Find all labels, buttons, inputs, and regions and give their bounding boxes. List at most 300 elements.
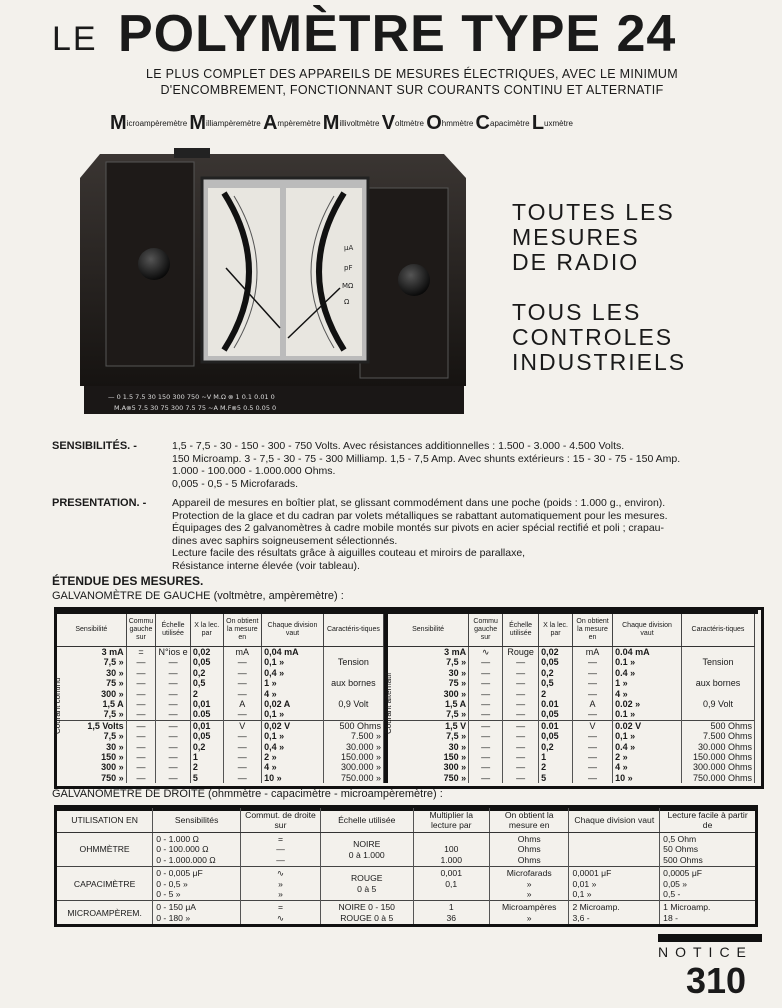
table-cell: 0,02 A — [262, 699, 324, 709]
cell-line — [572, 855, 656, 865]
unit-initial: A — [262, 112, 278, 134]
text-line: 0,005 - 0,5 - 5 Microfarads. — [172, 477, 299, 490]
table-cell — [241, 901, 321, 926]
table-cell: 0,05 — [190, 657, 223, 667]
table-cell: 4 » — [613, 762, 682, 772]
cell-line: 50 Ohms — [663, 844, 699, 855]
table-cell: 0,02 V — [262, 720, 324, 731]
unit-rest: mpèremètre — [277, 119, 321, 128]
tagline-line: INDUSTRIELS — [512, 349, 687, 375]
table-cell: 500 Ohms — [681, 720, 754, 731]
cell-line: 18 - — [663, 912, 678, 923]
current-type-label: Courant continu — [53, 677, 62, 734]
table-header-cell: Échelle utilisée — [320, 807, 413, 833]
unit-rest: illiampèremètre — [206, 119, 261, 128]
text-line: Équipages des 2 galvanomètres à cadre mobile montés sur pivots en acier spécial rectifié et poli ; crapau- — [172, 522, 665, 535]
characteristics-cell: aux bornes — [323, 678, 383, 688]
left-table-bar — [54, 607, 758, 614]
table-cell: — — [503, 709, 539, 720]
text-line: Lecture facile des résultats grâce à aiguilles couteau et miroirs de parallaxe, — [172, 547, 526, 560]
table-row — [56, 833, 757, 867]
table-cell: 0,2 — [190, 668, 223, 678]
unit-rest: oltmètre — [395, 119, 424, 128]
text-line: 1.000 - 100.000 - 1.000.000 Ohms. — [172, 465, 336, 478]
notice-number: 310 — [686, 960, 747, 1001]
table-row — [388, 720, 755, 731]
table-cell: — — [126, 773, 156, 783]
table-cell: — — [573, 657, 613, 667]
cell-line: » — [526, 889, 532, 900]
table-cell: 1,5 A — [388, 699, 469, 709]
table-cell: — — [573, 752, 613, 762]
unit-item — [475, 112, 532, 134]
cell-line: » — [278, 889, 283, 900]
table-cell: 4 » — [262, 762, 324, 772]
cell-line: » — [526, 878, 532, 889]
table-cell: 300 » — [388, 689, 469, 699]
right-knob-icon — [398, 264, 430, 296]
table-cell: — — [469, 720, 503, 731]
table-cell: — — [223, 668, 262, 678]
characteristics-cell — [323, 689, 383, 699]
table-cell: Rouge — [503, 647, 539, 658]
sensibilites-label: SENSIBILITÉS. - — [52, 440, 137, 452]
table-cell: 300 » — [57, 689, 126, 699]
table-cell: — — [223, 678, 262, 688]
table-cell: 30 » — [388, 742, 469, 752]
table-cell: 0,2 — [539, 668, 573, 678]
table-row — [57, 668, 384, 678]
presentation-label: PRESENTATION. - — [52, 497, 147, 509]
table-cell: — — [469, 678, 503, 688]
table-header-cell: Sensibilité — [388, 614, 469, 647]
cell-line — [417, 834, 486, 844]
cell-line: NOIRE 0 - 150 — [338, 902, 395, 913]
table-cell: 0,05 — [190, 731, 223, 741]
table-cell: 30 » — [57, 742, 126, 752]
table-cell — [660, 833, 757, 867]
unit-item — [110, 112, 189, 134]
cell-line: 0,5 Ohm — [663, 834, 697, 844]
table-row — [57, 699, 384, 709]
cell-line: 0 - 5 » — [156, 889, 181, 900]
cell-line: 1 Microamp. — [663, 902, 711, 913]
dial-label-ua: μA — [344, 244, 354, 252]
current-type-label: Courant alternatif — [384, 672, 393, 734]
unit-rest: uxmètre — [544, 119, 573, 128]
table-cell: — — [223, 762, 262, 772]
table-cell: — — [503, 742, 539, 752]
tagline-line: TOUTES LES — [512, 199, 675, 225]
table-cell: — — [223, 773, 262, 783]
table-cell: 0.05 — [190, 709, 223, 720]
table-cell: 0,01 — [190, 720, 223, 731]
table-cell: — — [156, 720, 191, 731]
table-row — [57, 731, 384, 741]
table-cell: 0,5 — [539, 678, 573, 688]
cell-line: ROUGE — [350, 873, 383, 884]
unit-initial: M — [110, 112, 127, 134]
cell-line: Microfarads — [506, 868, 552, 879]
table-header-row — [57, 614, 384, 647]
table-row — [56, 867, 757, 901]
table-cell: A — [573, 699, 613, 709]
table-cell: 0.4 » — [613, 742, 682, 752]
table-cell — [413, 867, 489, 901]
table-cell: V — [573, 720, 613, 731]
table-continu — [53, 614, 384, 783]
title-prefix: LE — [52, 20, 98, 58]
table-cell: 0,4 » — [262, 668, 324, 678]
table-cell — [320, 867, 413, 901]
table-cell — [241, 867, 321, 901]
characteristics-cell — [681, 668, 754, 678]
table-cell: 150.000 Ohms — [681, 752, 754, 762]
table-header-cell: Sensibilité — [57, 614, 126, 647]
table-row — [388, 762, 755, 772]
table-header-cell: Caractéris-tiques — [681, 614, 754, 647]
cell-line: Microampères — [501, 902, 557, 913]
table-cell: — — [156, 699, 191, 709]
table-cell: 75 » — [388, 678, 469, 688]
table-cell: — — [223, 742, 262, 752]
table-header-cell: Multiplier la lecture par — [413, 807, 489, 833]
table-cell: 7,5 » — [388, 709, 469, 720]
table-cell: — — [573, 709, 613, 720]
galv-droite-table — [54, 805, 758, 927]
cell-line: 0,1 » — [572, 889, 592, 900]
galv-gauche-title: GALVANOMÈTRE DE GAUCHE (voltmètre, ampèremètre) : — [52, 590, 344, 602]
table-cell: 750 » — [57, 773, 126, 783]
table-cell: — — [156, 678, 191, 688]
table-cell: = — [126, 647, 156, 658]
dial-label-ohm: Ω — [344, 298, 350, 306]
table-row — [388, 752, 755, 762]
table-cell: — — [156, 773, 191, 783]
characteristics-cell — [681, 709, 754, 720]
units-list — [110, 112, 710, 135]
table-cell: A — [223, 699, 262, 709]
cell-line: 0 à 1.000 — [348, 849, 385, 860]
notice-bar — [658, 934, 762, 942]
table-cell: 3 mA — [57, 647, 126, 658]
table-row — [57, 773, 384, 783]
table-cell: — — [503, 699, 539, 709]
table-cell: — — [223, 752, 262, 762]
table-cell: — — [469, 709, 503, 720]
table-cell: ∿ — [469, 647, 503, 658]
table-cell: 0,4 » — [262, 742, 324, 752]
table-header-cell: Échelle utilisée — [156, 614, 191, 647]
tagline-line: DE RADIO — [512, 249, 640, 275]
cell-line: 0,0005 μF — [663, 868, 703, 879]
table-cell: 4 » — [613, 689, 682, 699]
table-cell: 0,05 — [539, 709, 573, 720]
table-cell: 500 Ohms — [323, 720, 383, 731]
cell-line: 0,001 — [440, 868, 462, 879]
table-cell: 2 » — [613, 752, 682, 762]
table-cell: 0,1 » — [262, 731, 324, 741]
table-cell: — — [573, 668, 613, 678]
table-cell: — — [156, 668, 191, 678]
table-cell: — — [156, 742, 191, 752]
table-cell: 7.500 Ohms — [681, 731, 754, 741]
unit-item — [322, 112, 382, 134]
table-cell: 0.02 » — [613, 699, 682, 709]
cell-line — [417, 889, 486, 899]
table-cell: 0.1 » — [613, 657, 682, 667]
table-cell: — — [503, 689, 539, 699]
table-cell: — — [126, 731, 156, 741]
table-cell: 30 » — [388, 668, 469, 678]
table-cell — [320, 833, 413, 867]
table-cell: 750.000 Ohms — [681, 773, 754, 783]
table-header-cell: Commu gauche sur — [126, 614, 156, 647]
table-cell: — — [126, 657, 156, 667]
unit-initial: V — [381, 112, 396, 134]
table-cell: 10 » — [262, 773, 324, 783]
table-cell: — — [223, 709, 262, 720]
table-cell: mA — [573, 647, 613, 658]
cell-line: — — [276, 844, 285, 855]
characteristics-cell — [323, 709, 383, 720]
table-cell: 0.02 V — [613, 720, 682, 731]
table-cell: 30.000 Ohms — [681, 742, 754, 752]
table-cell: — — [126, 678, 156, 688]
table-header-cell: Chaque division vaut — [262, 614, 324, 647]
table-cell — [569, 833, 660, 867]
table-cell: — — [573, 731, 613, 741]
table-header-cell: Échelle utilisée — [503, 614, 539, 647]
subtitle-line-2: D'ENCOMBREMENT, FONCTIONNANT SUR COURANTS CONTINU ET ALTERNATIF — [160, 83, 664, 97]
left-dial-icon — [208, 188, 280, 356]
table-cell: — — [469, 731, 503, 741]
table-cell: 300 » — [388, 762, 469, 772]
unit-item — [426, 112, 475, 134]
text-line: 1,5 - 7,5 - 30 - 150 - 300 - 750 Volts. Avec résistances additionnelles : 1.500 - 3.000 - 4.500 Volts. — [172, 440, 625, 452]
table-header-cell: Lecture facile à partir de — [660, 807, 757, 833]
table-cell — [489, 833, 569, 867]
table-cell — [413, 833, 489, 867]
table-cell: — — [503, 752, 539, 762]
galv-droite-title: GALVANOMÈTRE DE DROITE (ohmmètre - capacimètre - microampèremètre) : — [52, 788, 443, 800]
table-cell: — — [469, 657, 503, 667]
table-cell: 750.000 » — [323, 773, 383, 783]
cell-line: » — [278, 878, 283, 889]
table-cell: — — [573, 762, 613, 772]
table-cell: 7,5 » — [388, 731, 469, 741]
table-row — [57, 657, 384, 667]
table-cell: 0,05 — [539, 657, 573, 667]
unit-item — [381, 112, 426, 134]
unit-initial: O — [426, 112, 442, 134]
dial-label-mohm: MΩ — [342, 282, 354, 290]
characteristics-cell — [681, 689, 754, 699]
table-cell: 1 — [539, 752, 573, 762]
table-cell: — — [156, 731, 191, 741]
table-cell — [153, 833, 241, 867]
table-row — [57, 762, 384, 772]
table-cell: 1,5 A — [57, 699, 126, 709]
table-cell: — — [573, 773, 613, 783]
characteristics-cell: Tension — [323, 657, 383, 667]
text-line: dines avec saphirs soigneusement sélectionnés. — [172, 534, 398, 547]
page-title: POLYMÈTRE TYPE 24 — [118, 5, 677, 63]
table-cell: 7,5 » — [388, 657, 469, 667]
unit-item — [189, 112, 263, 134]
cell-line: 2 Microamp. — [572, 902, 620, 913]
table-cell: 300 » — [57, 762, 126, 772]
unit-initial: M — [189, 112, 207, 134]
cell-line: 0 à 5 — [357, 883, 377, 894]
cell-line: ROUGE 0 à 5 — [340, 912, 394, 923]
table-cell: 0,05 — [539, 731, 573, 741]
table-cell: 1 » — [613, 678, 682, 688]
table-header-row — [388, 614, 755, 647]
cell-line: 0,0001 μF — [572, 868, 612, 879]
cell-line: 0 - 0,005 μF — [156, 868, 203, 879]
table-row — [388, 689, 755, 699]
cell-line: — — [276, 854, 285, 865]
dial-label-pf: pF — [344, 264, 353, 272]
table-cell: N°ios e — [156, 647, 191, 658]
table-cell: — — [469, 773, 503, 783]
table-cell: mA — [223, 647, 262, 658]
characteristics-cell — [323, 647, 383, 658]
device-illustration — [74, 148, 470, 416]
table-cell — [489, 901, 569, 926]
table-cell — [413, 901, 489, 926]
unit-rest: apacimètre — [490, 119, 530, 128]
measure-table — [388, 614, 755, 783]
cell-line: 36 — [446, 912, 457, 923]
subtitle — [112, 66, 712, 98]
table-cell: 30 » — [57, 668, 126, 678]
table-row — [388, 709, 755, 720]
table-cell: — — [126, 720, 156, 731]
device-scale-bottom: M.A⊗5 7.5 30 75 300 7.5 75 ~A M.F⊗5 0.5 0.05 0 — [114, 404, 277, 412]
table-row — [57, 709, 384, 720]
table-cell: — — [126, 689, 156, 699]
table-cell: 30.000 » — [323, 742, 383, 752]
unit-initial: M — [322, 112, 340, 134]
table-header-cell: Commut. de droite sur — [241, 807, 321, 833]
table-cell — [153, 867, 241, 901]
table-cell: 0,2 — [539, 742, 573, 752]
table-cell: 0,5 — [190, 678, 223, 688]
tagline-line: CONTROLES — [512, 324, 674, 350]
subtitle-line-1: LE PLUS COMPLET DES APPAREILS DE MESURES ÉLECTRIQUES, AVEC LE MINIMUM — [146, 67, 678, 81]
table-cell: — — [573, 689, 613, 699]
table-cell: 150 » — [388, 752, 469, 762]
table-cell: 0.01 — [539, 699, 573, 709]
table-cell: 0,1 » — [262, 657, 324, 667]
table-cell: 0.4 » — [613, 668, 682, 678]
table-cell: — — [469, 699, 503, 709]
table-cell: — — [126, 762, 156, 772]
unit-initial: L — [531, 112, 545, 134]
table-cell: — — [126, 668, 156, 678]
unit-rest: illivoltmètre — [339, 119, 380, 128]
cell-line: 0 - 0,5 » — [156, 878, 188, 889]
table-cell: — — [503, 773, 539, 783]
table-cell: — — [503, 678, 539, 688]
table-cell: 2 — [539, 762, 573, 772]
table-row — [388, 742, 755, 752]
usage-cell: CAPACIMÈTRE — [56, 867, 153, 901]
table-header-cell: Sensibilités — [153, 807, 241, 833]
tagline-line: MESURES — [512, 224, 640, 250]
cell-line: 0 - 100.000 Ω — [156, 844, 209, 855]
table-row — [57, 720, 384, 731]
table-row — [388, 657, 755, 667]
table-row — [56, 901, 757, 926]
tagline-line: TOUS LES — [512, 299, 642, 325]
presentation-text — [172, 497, 732, 573]
table-cell: — — [503, 657, 539, 667]
table-cell: 0.01 — [539, 720, 573, 731]
cell-line: 0 - 1.000.000 Ω — [156, 854, 216, 865]
table-cell: — — [469, 668, 503, 678]
usage-cell: MICROAMPÈREM. — [56, 901, 153, 926]
table-cell — [569, 867, 660, 901]
cell-line: 0 - 180 » — [156, 912, 191, 923]
cell-line — [572, 845, 656, 855]
cell-line: Ohms — [517, 844, 541, 855]
table-header-cell: Caractéris-tiques — [323, 614, 383, 647]
characteristics-cell — [323, 668, 383, 678]
unit-rest: hmmètre — [441, 119, 474, 128]
table-cell: 300.000 Ohms — [681, 762, 754, 772]
tagline — [512, 200, 686, 375]
unit-rest: icroampèremètre — [126, 119, 188, 128]
table-cell: — — [156, 752, 191, 762]
table-cell: — — [469, 742, 503, 752]
cell-line: Ohms — [517, 854, 541, 865]
table-cell: 75 » — [57, 678, 126, 688]
characteristics-cell: Tension — [681, 657, 754, 667]
cell-line: ∿ — [276, 868, 285, 879]
table-cell: 7.500 » — [323, 731, 383, 741]
cell-line: NOIRE — [353, 839, 381, 850]
tagline-line — [512, 275, 686, 300]
table-cell — [660, 867, 757, 901]
table-cell: — — [469, 752, 503, 762]
table-cell: — — [469, 689, 503, 699]
table-cell: 750 » — [388, 773, 469, 783]
table-cell: — — [573, 742, 613, 752]
table-cell: — — [223, 689, 262, 699]
table-cell — [569, 901, 660, 926]
unit-item — [262, 112, 323, 134]
cell-line: = — [277, 834, 283, 844]
cell-line: 1 — [448, 902, 454, 913]
cell-line: 0,1 — [445, 878, 458, 889]
table-cell: 150.000 » — [323, 752, 383, 762]
cell-line: 0,01 » — [572, 878, 597, 889]
table-cell: — — [126, 699, 156, 709]
table-header-cell: UTILISATION EN — [56, 807, 153, 833]
cell-line: 0,05 » — [663, 878, 688, 889]
table-row — [57, 678, 384, 688]
table-cell: — — [156, 762, 191, 772]
table-cell: 1 — [190, 752, 223, 762]
cell-line: 0 - 1.000 Ω — [156, 834, 199, 844]
characteristics-cell: 0,9 Volt — [323, 699, 383, 709]
table-cell: 150 » — [57, 752, 126, 762]
table-cell: — — [156, 657, 191, 667]
table-cell: 0,2 — [190, 742, 223, 752]
